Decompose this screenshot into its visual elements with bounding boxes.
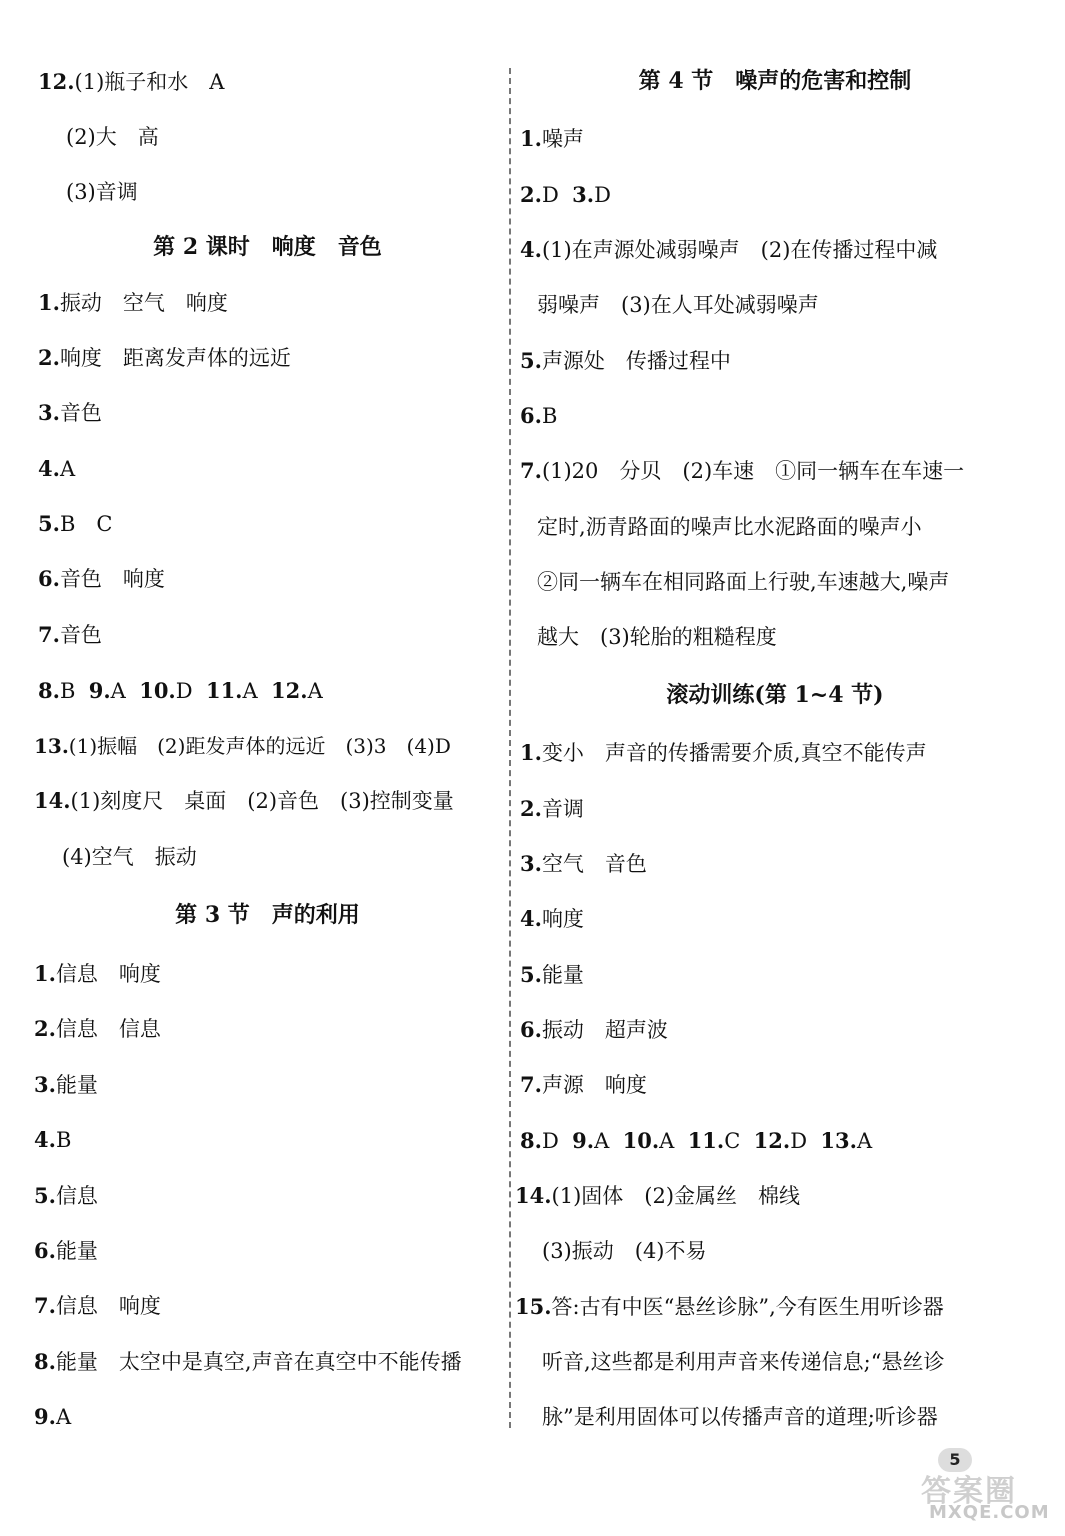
answer-text: 空气 音色	[541, 852, 647, 876]
item-number: 4.	[34, 1127, 56, 1152]
answer-line	[537, 568, 949, 596]
watermark-logo	[921, 1466, 1051, 1526]
answer-line	[542, 1237, 707, 1265]
item-number: 14.	[34, 788, 71, 813]
item-number: 9.	[34, 1404, 56, 1429]
item-number: 13.	[34, 734, 69, 758]
answer-text: B	[59, 679, 76, 703]
answer-line	[520, 739, 927, 767]
answer-text: 能量 太空中是真空,声音在真空中不能传播	[55, 1350, 462, 1374]
item-number: 3.	[520, 851, 542, 876]
item-number: 13.	[820, 1128, 857, 1153]
answer-text: 定时,沥青路面的噪声比水泥路面的噪声小	[537, 515, 922, 539]
item-number: 12.	[753, 1128, 791, 1153]
item-number: 9.	[572, 1128, 595, 1153]
answer-text: 音色 响度	[59, 567, 165, 591]
answer-text: (1)刻度尺 桌面 (2)音色 (3)控制变量	[70, 789, 454, 813]
answer-text: 能量	[541, 963, 584, 987]
answer-text: 越大 (3)轮胎的粗糙程度	[537, 625, 777, 649]
answer-line	[34, 1015, 161, 1043]
answer-line	[520, 1016, 668, 1044]
answer-line	[520, 236, 937, 264]
section-heading: 第 3 节 声的利用	[175, 902, 360, 928]
answer-text: D	[175, 679, 193, 703]
answer-line	[38, 399, 102, 427]
item-number: 4.	[520, 237, 542, 262]
answer-line	[66, 123, 159, 151]
answer-text: B	[541, 404, 558, 428]
answer-line	[520, 905, 584, 933]
answer-text: 能量	[55, 1239, 98, 1263]
answer-line	[62, 843, 197, 871]
answer-line	[515, 1182, 800, 1210]
answer-line	[520, 181, 611, 209]
answer-line	[34, 732, 451, 760]
item-number: 2.	[520, 796, 542, 821]
item-number: 7.	[34, 1293, 56, 1318]
answer-line	[38, 510, 112, 538]
item-number: 11.	[687, 1128, 725, 1153]
item-number: 2.	[520, 182, 542, 207]
page-number: 5	[938, 1448, 972, 1472]
answer-line	[520, 125, 584, 153]
answer-line	[520, 457, 964, 485]
item-number: 5.	[34, 1183, 56, 1208]
answer-text: D	[541, 183, 559, 207]
answer-line	[542, 1348, 945, 1376]
item-number: 1.	[520, 740, 542, 765]
item-number: 8.	[520, 1128, 542, 1153]
item-number: 3.	[38, 400, 60, 425]
answer-line	[520, 961, 584, 989]
column-divider	[509, 68, 511, 1428]
answer-line	[34, 1237, 98, 1265]
answer-text: A	[242, 679, 258, 703]
answer-line	[38, 289, 228, 317]
answer-line	[38, 344, 291, 372]
item-number: 4.	[520, 906, 542, 931]
answer-text: 音色	[59, 401, 102, 425]
watermark-text: 答案圈	[921, 1474, 1017, 1509]
answer-line	[34, 1292, 161, 1320]
answer-text: A	[659, 1129, 675, 1153]
answer-text: 响度	[541, 907, 584, 931]
item-number: 2.	[38, 345, 60, 370]
answer-text: D	[541, 1129, 559, 1153]
answer-line	[38, 455, 75, 483]
answer-text: A	[55, 1405, 72, 1429]
answer-line	[515, 1293, 944, 1321]
answer-text: 音色	[59, 623, 102, 647]
item-number: 6.	[34, 1238, 56, 1263]
answer-text: A	[110, 679, 126, 703]
answer-line	[66, 178, 138, 206]
item-number: 1.	[38, 290, 60, 315]
answer-line	[34, 1182, 98, 1210]
answer-line	[38, 677, 323, 705]
answer-text: ②同一辆车在相同路面上行驶,车速越大,噪声	[537, 570, 950, 594]
answer-text: A	[307, 679, 323, 703]
answer-line	[38, 621, 102, 649]
item-number: 12.	[271, 678, 308, 703]
item-number: 5.	[520, 348, 542, 373]
answer-line	[542, 1403, 938, 1431]
item-number: 2.	[34, 1016, 56, 1041]
answer-text: 信息 响度	[55, 1294, 161, 1318]
answer-text: 声源处 传播过程中	[541, 349, 731, 373]
answer-line	[537, 513, 922, 541]
answer-text: (1)振幅 (2)距发声体的远近 (3)3 (4)D	[68, 734, 451, 758]
answer-text: (2)大 高	[66, 125, 159, 149]
item-number: 7.	[520, 1072, 542, 1097]
item-number: 8.	[38, 678, 60, 703]
answer-text: 信息 信息	[55, 1017, 161, 1041]
answer-line	[38, 565, 165, 593]
answer-text: D	[594, 183, 611, 207]
answer-text: A	[856, 1129, 873, 1153]
item-number: 7.	[38, 622, 60, 647]
answer-line	[520, 402, 557, 430]
section-heading: 滚动训练(第 1~4 节)	[666, 682, 884, 708]
answer-line	[34, 1071, 98, 1099]
answer-text: 变小 声音的传播需要介质,真空不能传声	[541, 741, 927, 765]
answer-text: 振动 超声波	[541, 1018, 668, 1042]
answer-text: 振动 空气 响度	[59, 291, 228, 315]
answer-text: (1)20 分贝 (2)车速 ①同一辆车在车速一	[541, 459, 965, 483]
answer-text: D	[790, 1129, 808, 1153]
item-number: 6.	[520, 1017, 542, 1042]
item-number: 1.	[520, 126, 542, 151]
answer-text: 听音,这些都是利用声音来传递信息;“悬丝诊	[542, 1350, 945, 1374]
answer-line	[520, 795, 584, 823]
answer-line	[34, 787, 454, 815]
answer-text: (1)瓶子和水 A	[74, 70, 225, 94]
answer-text: A	[594, 1129, 610, 1153]
answer-text: 信息	[55, 1184, 98, 1208]
answer-text: 音调	[541, 797, 584, 821]
item-number: 1.	[34, 961, 56, 986]
answer-text: 弱噪声 (3)在人耳处减弱噪声	[537, 293, 819, 317]
answer-line	[34, 1403, 71, 1431]
answer-line	[34, 1126, 71, 1154]
answer-text: A	[59, 457, 76, 481]
item-number: 14.	[515, 1183, 552, 1208]
answer-text: (1)固体 (2)金属丝 棉线	[551, 1184, 801, 1208]
item-number: 3.	[572, 182, 595, 207]
answer-text: C	[724, 1129, 741, 1153]
answer-text: (3)音调	[66, 180, 138, 204]
answer-line	[34, 1348, 462, 1376]
answer-line	[537, 291, 819, 319]
item-number: 5.	[520, 962, 542, 987]
item-number: 10.	[139, 678, 176, 703]
item-number: 11.	[205, 678, 243, 703]
item-number: 4.	[38, 456, 60, 481]
watermark-url: MXQE.COM	[929, 1502, 1050, 1523]
item-number: 9.	[88, 678, 111, 703]
answer-text: (1)在声源处减弱噪声 (2)在传播过程中减	[541, 238, 938, 262]
item-number: 15.	[515, 1294, 552, 1319]
answer-line	[520, 347, 731, 375]
answer-text: 脉”是利用固体可以传播声音的道理;听诊器	[542, 1405, 938, 1429]
answer-line	[520, 850, 647, 878]
section-heading: 第 2 课时 响度 音色	[153, 234, 382, 260]
answer-line	[520, 1127, 872, 1155]
item-number: 5.	[38, 511, 60, 536]
answer-line	[34, 960, 161, 988]
item-number: 3.	[34, 1072, 56, 1097]
item-number: 10.	[622, 1128, 660, 1153]
answer-text: 答:古有中医“悬丝诊脉”,今有医生用听诊器	[551, 1295, 944, 1319]
answer-text: 能量	[55, 1073, 98, 1097]
item-number: 12.	[38, 69, 75, 94]
item-number: 6.	[520, 403, 542, 428]
answer-text: B C	[59, 512, 113, 536]
answer-line	[38, 68, 224, 96]
answer-text: (3)振动 (4)不易	[542, 1239, 707, 1263]
answer-text: 噪声	[541, 127, 584, 151]
answer-text: 响度 距离发声体的远近	[59, 346, 291, 370]
answer-text: 信息 响度	[55, 962, 161, 986]
answer-text: 声源 响度	[541, 1073, 647, 1097]
answer-line	[537, 623, 777, 651]
answer-text: (4)空气 振动	[62, 845, 197, 869]
answer-line	[520, 1071, 647, 1099]
answer-text: B	[55, 1128, 72, 1152]
item-number: 7.	[520, 458, 542, 483]
item-number: 8.	[34, 1349, 56, 1374]
item-number: 6.	[38, 566, 60, 591]
section-heading: 第 4 节 噪声的危害和控制	[638, 68, 912, 94]
